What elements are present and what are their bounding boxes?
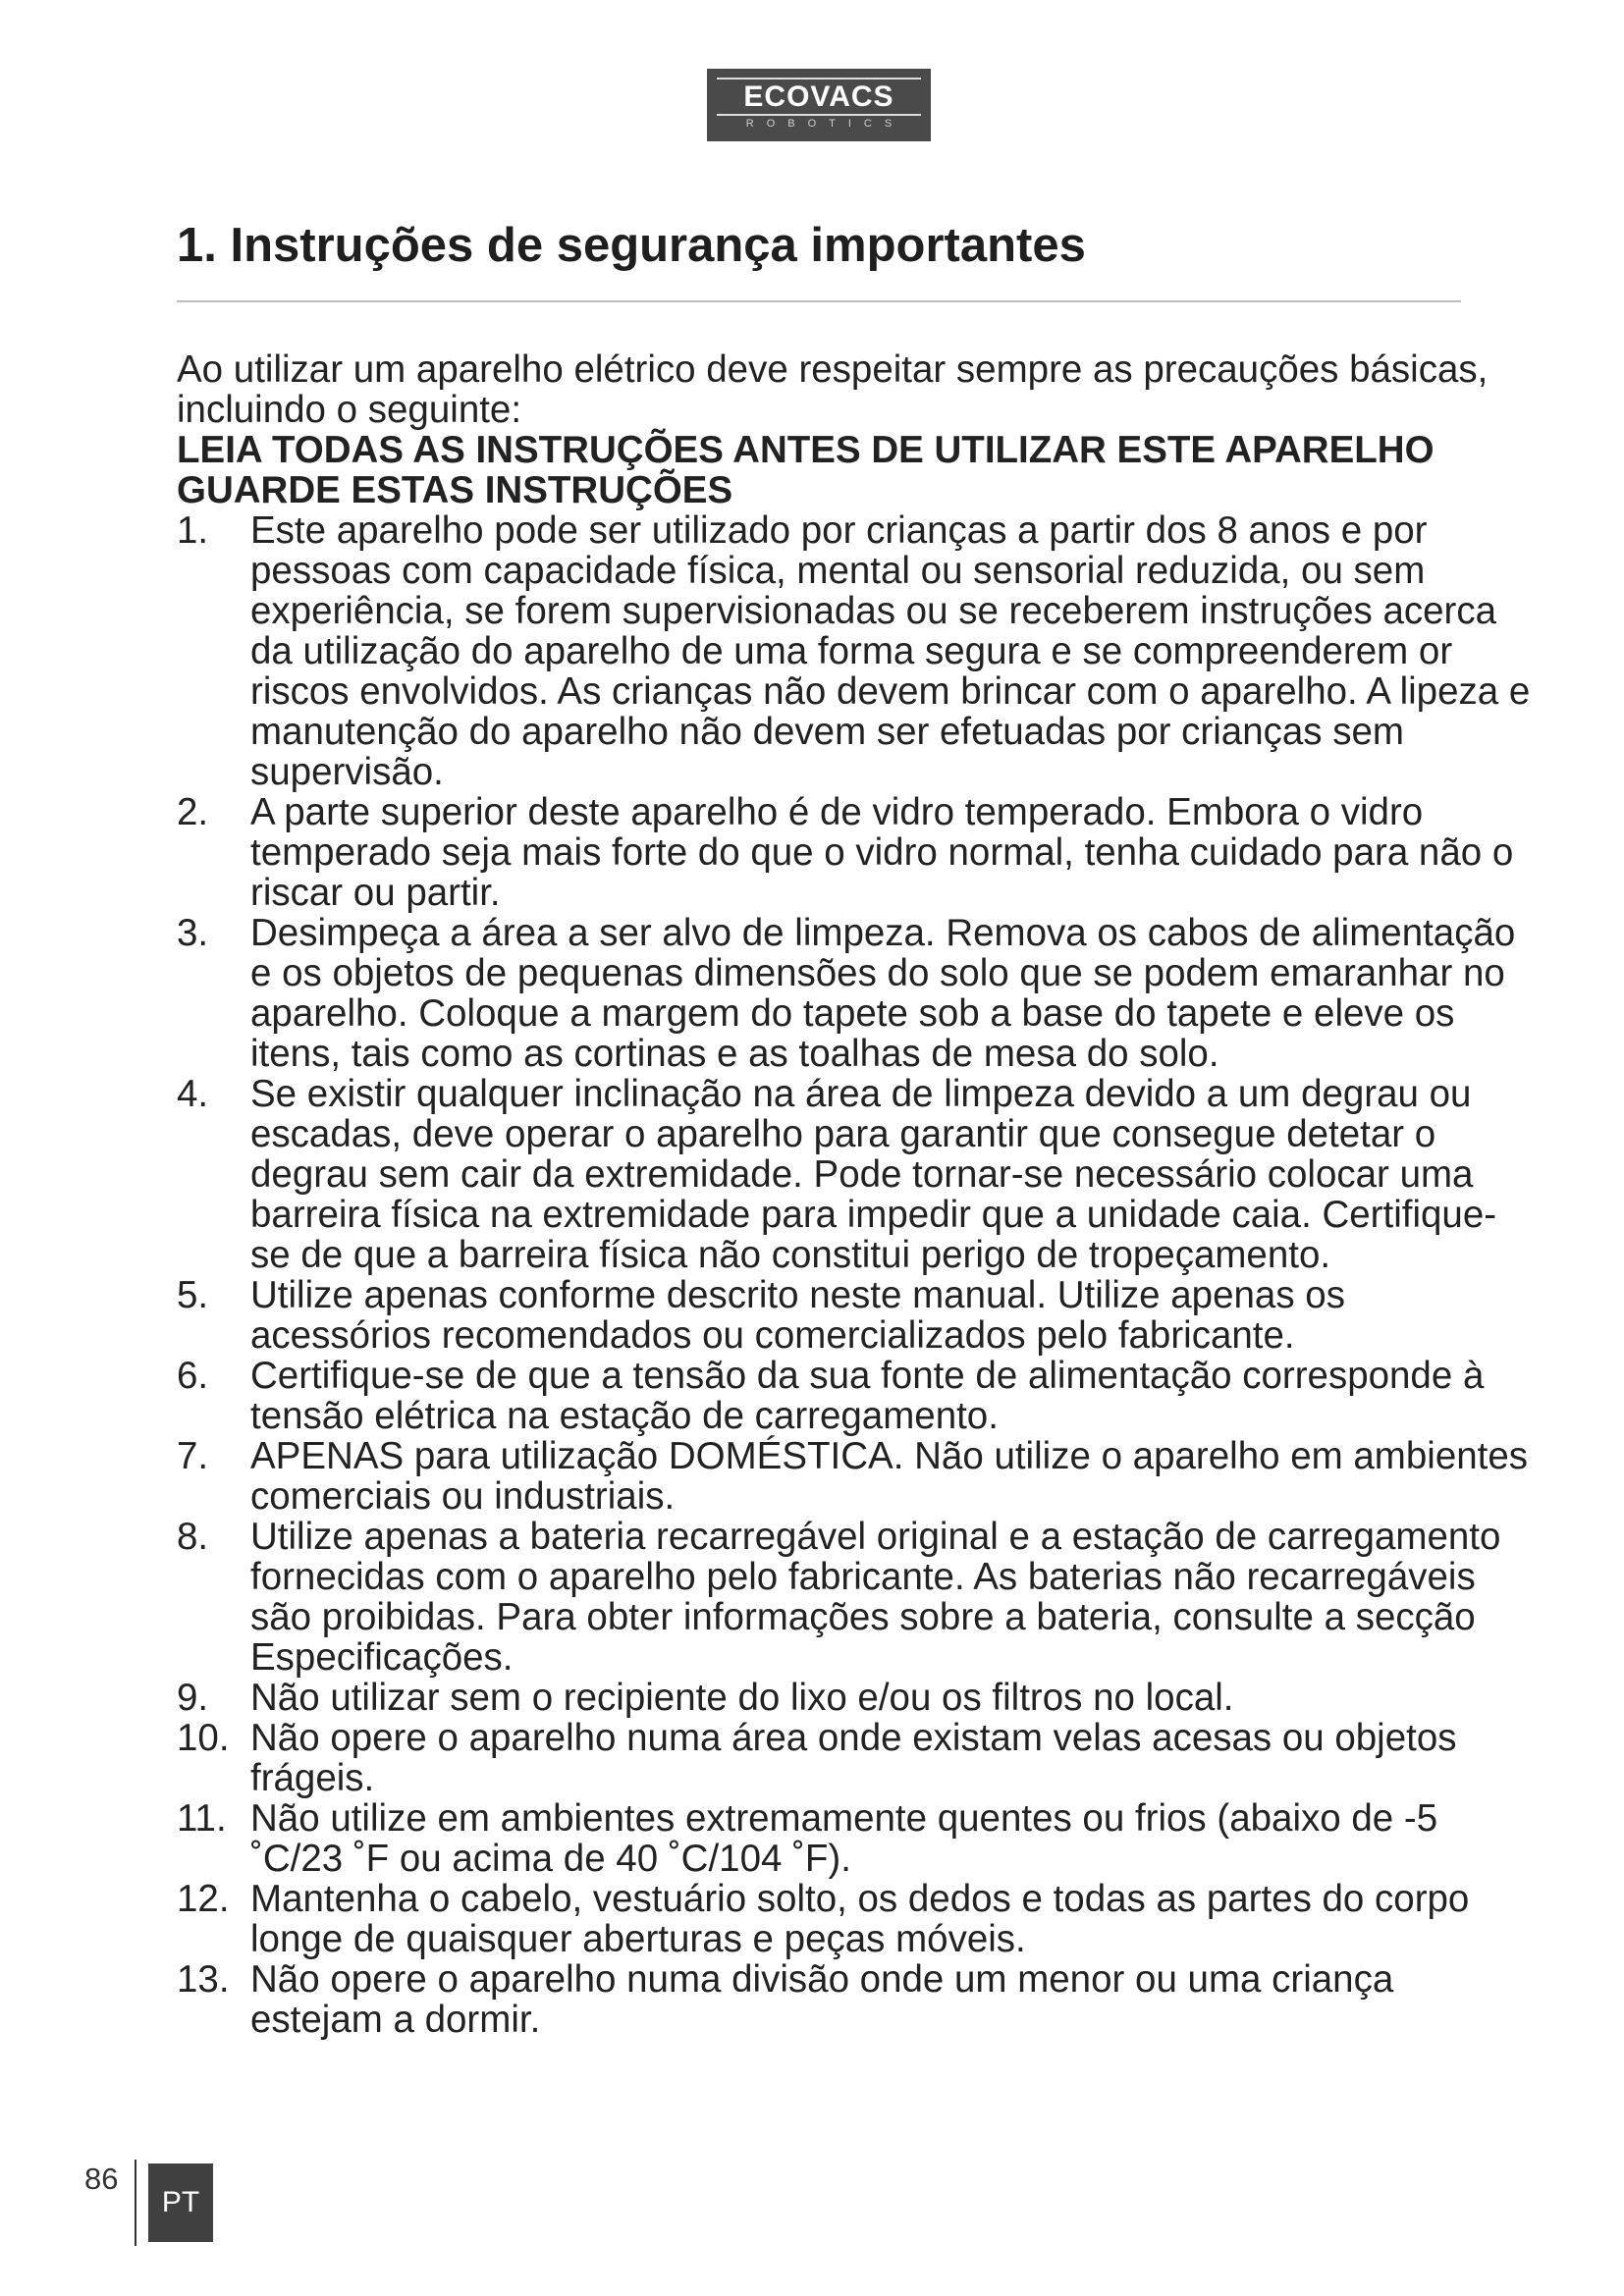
item-number: 7. xyxy=(177,1435,209,1477)
item-number: 10. xyxy=(177,1717,230,1759)
item-text: Não opere o aparelho numa área onde existam velas acesas ou objetos frágeis. xyxy=(250,1717,1457,1799)
item-text: Não utilizar sem o recipiente do lixo e/ou os filtros no local. xyxy=(250,1677,1234,1719)
item-text: Utilize apenas conforme descrito neste manual. Utilize apenas os acessórios recomendados ou comercializados pelo fabricante. xyxy=(250,1274,1345,1357)
list-item xyxy=(177,1436,1532,1517)
safety-instructions xyxy=(177,349,1532,2040)
heading-divider xyxy=(177,300,1461,302)
intro-text: Ao utilizar um aparelho elétrico deve respeitar sempre as precauções básicas, incluindo o seguinte: xyxy=(177,348,1489,431)
footer-divider xyxy=(135,2160,136,2246)
list-item xyxy=(177,1879,1532,1959)
logo-brand: ECOVACS xyxy=(717,78,921,116)
instruction-list xyxy=(177,510,1532,2040)
item-number: 12. xyxy=(177,1878,230,1920)
list-item xyxy=(177,792,1532,913)
item-text: APENAS para utilização DOMÉSTICA. Não utilize o aparelho em ambientes comerciais ou industriais. xyxy=(250,1435,1529,1518)
list-item xyxy=(177,1959,1532,2040)
item-text: Mantenha o cabelo, vestuário solto, os dedos e todas as partes do corpo longe de quaisquer aberturas e peças móveis. xyxy=(250,1878,1470,1960)
item-text: Certifique-se de que a tensão da sua fonte de alimentação corresponde à tensão elétrica na estação de carregamento. xyxy=(250,1355,1485,1437)
list-item xyxy=(177,510,1532,792)
item-text: Se existir qualquer inclinação na área de limpeza devido a um degrau ou escadas, deve operar o aparelho para garantir que consegue detetar o degrau sem cair da extremidade. Pode tornar-se necessário colocar uma barreira física na extremidade para impedir que a unidade caia. Certifique-se de que a barreira física não constitui perigo de tropeçamento. xyxy=(250,1073,1497,1276)
item-number: 5. xyxy=(177,1274,209,1316)
item-text: A parte superior deste aparelho é de vidro temperado. Embora o vidro temperado seja mais forte do que o vidro normal, tenha cuidado para não o riscar ou partir. xyxy=(250,791,1514,914)
caps-notice-read: LEIA TODAS AS INSTRUÇÕES ANTES DE UTILIZAR ESTE APARELHO xyxy=(177,429,1435,471)
item-text: Utilize apenas a bateria recarregável original e a estação de carregamento fornecidas com o aparelho pelo fabricante. As baterias não recarregáveis são proibidas. Para obter informações sobre a bateria, consulte a secção Especificações. xyxy=(250,1516,1501,1679)
list-item xyxy=(177,1678,1532,1718)
list-item xyxy=(177,1718,1532,1798)
list-item xyxy=(177,1074,1532,1275)
section-heading: 1. Instruções de segurança importantes xyxy=(177,219,1086,272)
list-item xyxy=(177,1356,1532,1436)
item-number: 6. xyxy=(177,1355,209,1397)
item-number: 9. xyxy=(177,1677,209,1719)
item-number: 4. xyxy=(177,1073,209,1115)
item-text: Não utilize em ambientes extremamente quentes ou frios (abaixo de -5 ˚C/23 ˚F ou acima de 40 ˚C/104 ˚F). xyxy=(250,1797,1438,1880)
list-item xyxy=(177,1517,1532,1678)
item-number: 3. xyxy=(177,912,209,954)
item-text: Desimpeça a área a ser alvo de limpeza. Remova os cabos de alimentação e os objetos de pequenas dimensões do solo que se podem emaranhar no aparelho. Coloque a margem do tapete sob a base do tapete e eleve os itens, tais como as cortinas e as toalhas de mesa do solo. xyxy=(250,912,1516,1075)
item-text: Não opere o aparelho numa divisão onde um menor ou uma criança estejam a dormir. xyxy=(250,1958,1394,2041)
logo-sub: ROBOTICS xyxy=(745,118,905,130)
ecovacs-logo xyxy=(707,69,931,141)
list-item xyxy=(177,1275,1532,1356)
item-number: 1. xyxy=(177,509,209,552)
item-number: 2. xyxy=(177,791,209,833)
item-number: 13. xyxy=(177,1958,230,2001)
item-number: 11. xyxy=(177,1797,227,1840)
list-item xyxy=(177,1798,1532,1879)
list-item xyxy=(177,913,1532,1074)
caps-notice-keep: GUARDE ESTAS INSTRUÇÕES xyxy=(177,469,733,511)
page-number: 86 xyxy=(84,2162,119,2196)
language-badge: PT xyxy=(148,2163,213,2242)
item-text: Este aparelho pode ser utilizado por crianças a partir dos 8 anos e por pessoas com capacidade física, mental ou sensorial reduzida, ou sem experiência, se forem supervisionadas ou se receberem instruções acerca da utilização do aparelho de uma forma segura e se compreenderem or riscos envolvidos. As crianças não devem brincar com o aparelho. A lipeza e manutenção do aparelho não devem ser efetuadas por crianças sem supervisão. xyxy=(250,509,1531,793)
item-number: 8. xyxy=(177,1516,209,1558)
